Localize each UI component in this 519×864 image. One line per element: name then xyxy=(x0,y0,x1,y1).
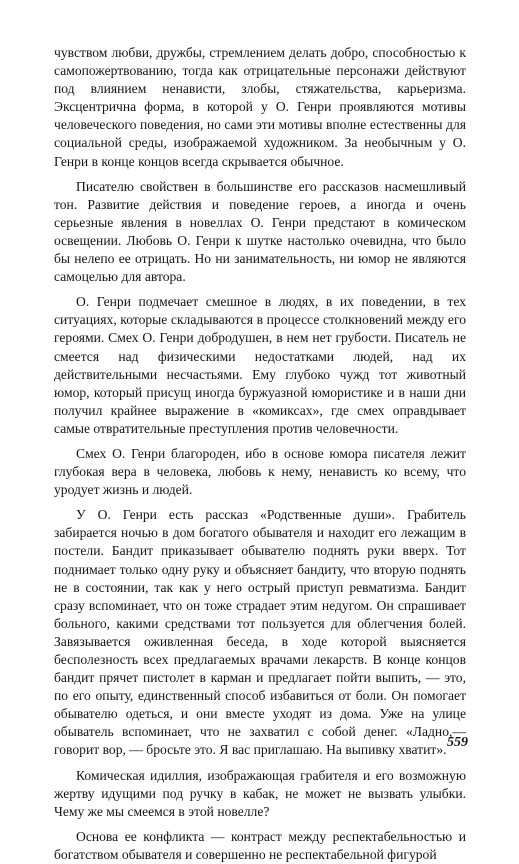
paragraph-4: Смех О. Генри благороден, ибо в основе юмора писателя лежит глубокая вера в человека, любовь к нему, ненависть ко всему, что уродует жизнь и людей. xyxy=(54,445,466,498)
page-text-block xyxy=(54,44,466,864)
paragraph-2: Писателю свойствен в большинстве его рассказов насмешливый тон. Развитие действия и поведение героев, а иногда и очень серьезные явления в новеллах О. Генри предстают в комическом освещении. Любовь О. Генри к шутке настолько очевидна, что было бы нелепо ее отрицать. Но ни занимательность, ни юмор не являются самоцелью для автора. xyxy=(54,178,466,285)
paragraph-6: Комическая идиллия, изображающая грабителя и его возможную жертву идущими под ручку в кабак, не может не вызвать улыбки. Чему же мы смеемся в этой новелле? xyxy=(54,767,466,819)
paragraph-7: Основа ее конфликта — контраст между респектабельностью и богатством обывателя и совершенно не респектабельной фигурой xyxy=(54,828,466,862)
paragraph-3: О. Генри подмечает смешное в людях, в их поведении, в тех ситуациях, которые складываются в процессе столкновений между его героями. Смех О. Генри добродушен, в нем нет грубости. Писатель не смеется над физическими недостатками людей, над их действительными несчастьями. Ему глубоко чужд тот животный юмор, который присущ иногда буржуазной юмористике и в наши дни получил крайнее выражение в «комиксах», где смех оправдывает самые отвратительные преступления против человечности. xyxy=(54,294,466,436)
page-number: 559 xyxy=(447,735,468,750)
paragraph-1: чувством любви, дружбы, стремлением делать добро, способностью к самопожертвованию, тогда как отрицательные персонажи действуют под влиянием ненависти, злобы, стяжательства, карьеризма. Эксцентрична форма, в которой у О. Генри проявляются мотивы человеческого поведения, но сами эти мотивы вполне естественны для социальной среды, изображаемой художником. За необычным у О. Генри в конце концов всегда скрывается обычное. xyxy=(54,45,466,169)
paragraph-5: У О. Генри есть рассказ «Родственные души». Грабитель забирается ночью в дом богатого обывателя и находит его лежащим в постели. Бандит приказывает обывателю поднять руки вверх. Тот поднимает только одну руку и объясняет бандиту, что вторую поднять не в состоянии, так как у него острый приступ ревматизма. Бандит сразу вспоминает, что он тоже страдает этим недугом. Он спрашивает больного, какими средствами тот пользуется для облегчения болей. Завязывается оживленная беседа, в ходе которой выясняется бесполезность всех предлагаемых врачами лекарств. В конце концов бандит прячет пистолет в карман и предлагает пойти выпить, — это, по его опыту, единственный способ избавиться от боли. Он помогает обывателю одеться, и они вместе уходят из дома. Уже на улице обыватель вспоминает, что не захватил с собой денег. «Ладно,— говорит вор, — бросьте это. Я вас приглашаю. На выпивку хватит». xyxy=(54,507,466,758)
